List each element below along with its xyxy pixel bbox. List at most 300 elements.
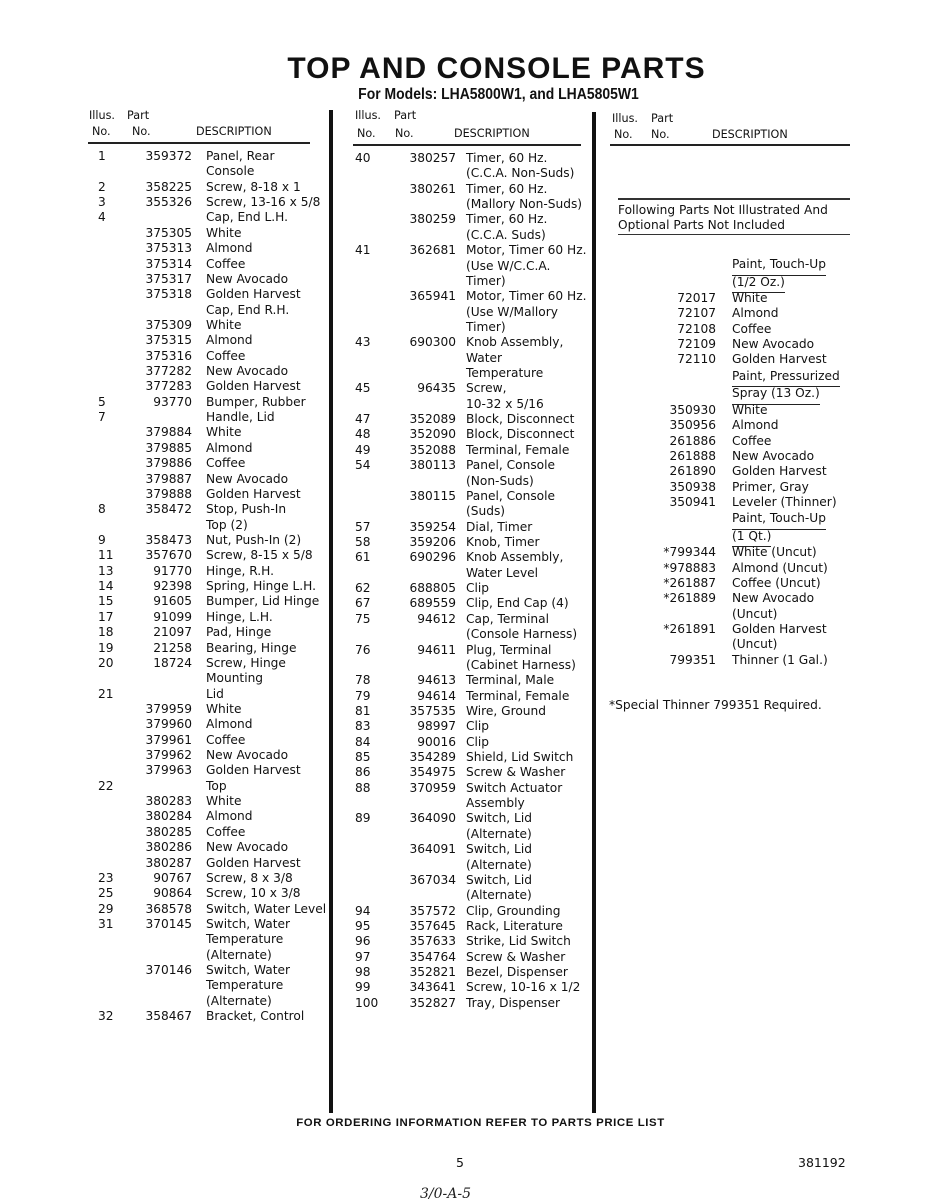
part-description: New Avocado	[206, 364, 289, 379]
part-number: 380113	[409, 458, 456, 473]
part-number: 380257	[409, 151, 456, 165]
part-description: (Alternate)	[206, 947, 272, 962]
part-description: Panel, Console	[466, 458, 556, 473]
part-description: Assembly	[466, 796, 525, 811]
illus-number: 83	[355, 719, 371, 734]
part-description: Console	[206, 164, 255, 179]
part-description: Mounting	[206, 671, 264, 686]
part-number: 357645	[409, 918, 456, 933]
part-number: 90864	[153, 886, 192, 901]
part-description: Screw, 8-18 x 1	[206, 179, 301, 194]
part-number: 350956	[669, 418, 716, 433]
part-number: 352088	[409, 442, 456, 457]
part-number: 379963	[145, 763, 192, 778]
illus-number: 13	[98, 563, 114, 578]
illus-number: 47	[355, 412, 371, 427]
part-number: 91770	[153, 563, 192, 578]
part-description: Screw,	[466, 381, 507, 396]
part-number: 72017	[677, 291, 716, 305]
part-description: Knob Assembly,	[466, 335, 564, 350]
part-description: Pad, Hinge	[206, 625, 272, 640]
column-header	[355, 108, 595, 141]
part-description: Switch, Lid	[466, 872, 532, 887]
header-rule	[353, 144, 581, 146]
header-illus: Illus.	[355, 109, 381, 122]
part-number: 359206	[409, 534, 456, 549]
part-description: Almond (Uncut)	[732, 560, 828, 575]
column-header	[614, 108, 854, 141]
illus-number: 97	[355, 949, 371, 964]
illus-number: 100	[355, 995, 379, 1010]
page-title: TOP AND CONSOLE PARTS	[287, 52, 706, 85]
note-heading-line-1: Following Parts Not Illustrated And	[618, 203, 828, 217]
part-number: 380115	[409, 488, 456, 503]
part-number: 370146	[145, 963, 192, 978]
part-description: Almond	[732, 306, 779, 321]
part-description: Switch, Water	[206, 963, 291, 978]
illus-number: 32	[98, 1009, 114, 1024]
parts-column-3	[614, 108, 854, 141]
note-top-rule	[618, 198, 850, 200]
part-description: Stop, Push-In	[206, 502, 287, 517]
part-number: 688805	[409, 581, 456, 596]
part-description: Timer, 60 Hz.	[466, 151, 548, 165]
illus-number: 99	[355, 980, 371, 995]
illus-number: 78	[355, 673, 371, 688]
part-number: 370145	[145, 916, 192, 931]
part-number: 343641	[409, 980, 456, 995]
column-divider-2	[592, 112, 596, 1113]
part-number: 364091	[409, 842, 456, 857]
column-divider-1	[329, 110, 333, 1113]
part-description: New Avocado	[732, 591, 815, 606]
page-number: 5	[456, 1155, 464, 1170]
part-number: 90767	[153, 870, 192, 885]
part-description: Coffee	[206, 824, 246, 839]
part-description: Golden Harvest	[206, 379, 301, 394]
part-description: Block, Disconnect	[466, 412, 575, 427]
illus-number: 1	[98, 149, 106, 163]
part-description: Screw, 8-15 x 5/8	[206, 548, 313, 563]
part-number: 375313	[145, 241, 192, 256]
part-description: Bumper, Rubber	[206, 394, 306, 409]
part-number: 377282	[145, 364, 192, 379]
illus-number: 84	[355, 734, 371, 749]
part-description: (Use W/Mallory	[466, 304, 558, 319]
part-number: 18724	[153, 655, 192, 670]
part-description: (Alternate)	[466, 888, 532, 903]
part-description: Coffee	[206, 256, 246, 271]
illus-number: 45	[355, 381, 371, 396]
illus-number: 15	[98, 594, 114, 609]
part-number: 358473	[145, 532, 192, 547]
ordering-information-note: FOR ORDERING INFORMATION REFER TO PARTS PRICE LIST	[296, 1117, 665, 1129]
illus-number: 9	[98, 532, 106, 547]
part-number: 380287	[145, 855, 192, 870]
header-part: Part	[394, 109, 417, 122]
part-number: 380259	[409, 212, 456, 227]
part-description: Primer, Gray	[732, 479, 809, 494]
part-description: Top	[206, 778, 227, 793]
header-rule	[610, 144, 850, 146]
part-number: 93770	[153, 394, 192, 409]
part-number: 355326	[145, 195, 192, 210]
header-illus-no: No.	[357, 127, 376, 140]
part-description: New Avocado	[206, 840, 289, 855]
part-description: Golden Harvest	[206, 763, 301, 778]
part-number: 379886	[145, 456, 192, 471]
part-number: 358225	[145, 179, 192, 194]
part-description: Screw & Washer	[466, 949, 566, 964]
part-description: Dial, Timer	[466, 519, 533, 534]
illus-number: 49	[355, 442, 371, 457]
part-number: 375309	[145, 317, 192, 332]
section-heading: (1/2 Oz.)	[732, 274, 785, 294]
illus-number: 54	[355, 458, 371, 473]
part-description: White	[206, 701, 242, 716]
section-heading: Paint, Touch-Up	[732, 510, 826, 530]
part-description: Screw, 10-16 x 1/2	[466, 980, 581, 995]
part-number: 689559	[409, 596, 456, 611]
part-number: 380285	[145, 824, 192, 839]
illus-number: 22	[98, 778, 114, 793]
part-description: (Alternate)	[466, 857, 532, 872]
part-number: 380261	[409, 181, 456, 196]
part-number: 94612	[417, 611, 456, 626]
part-description: Nut, Push-In (2)	[206, 532, 302, 547]
part-number: 354975	[409, 765, 456, 780]
part-number: 379885	[145, 440, 192, 455]
part-description: Coffee	[206, 732, 246, 747]
note-heading-line-2: Optional Parts Not Included	[618, 218, 850, 234]
illus-number: 48	[355, 427, 371, 442]
header-illus: Illus.	[612, 112, 638, 125]
part-description: Almond	[732, 418, 779, 433]
part-description: (Uncut)	[732, 606, 778, 621]
part-description: (Suds)	[466, 504, 506, 519]
illus-number: 62	[355, 581, 371, 596]
illus-number: 43	[355, 335, 371, 350]
illus-number: 76	[355, 642, 371, 657]
part-description: Timer)	[466, 273, 506, 288]
header-part-no: No.	[132, 125, 151, 138]
part-description: (Uncut)	[732, 637, 778, 652]
illus-number: 25	[98, 886, 114, 901]
part-number: 72108	[677, 321, 716, 336]
part-description: New Avocado	[206, 471, 289, 486]
part-description: Almond	[206, 333, 253, 348]
part-number: 352821	[409, 965, 456, 980]
part-number: 379959	[145, 701, 192, 716]
part-number: 350941	[669, 494, 716, 509]
part-number: 362681	[409, 243, 456, 258]
section-heading: (1 Qt.)	[732, 528, 771, 548]
part-description: Bumper, Lid Hinge	[206, 594, 320, 609]
illus-number: 57	[355, 519, 371, 534]
part-number: 379960	[145, 717, 192, 732]
part-description: Water Level	[466, 565, 539, 580]
part-description: Cap, End R.H.	[206, 302, 290, 317]
part-number: 359372	[145, 149, 192, 163]
part-description: Coffee	[732, 321, 772, 336]
illus-number: 4	[98, 210, 106, 225]
illus-number: 41	[355, 243, 371, 258]
part-number: 350930	[669, 402, 716, 417]
illus-number: 81	[355, 703, 371, 718]
part-description: New Avocado	[732, 448, 815, 463]
part-description: Thinner (1 Gal.)	[732, 652, 828, 667]
part-description: Temperature	[466, 366, 544, 381]
illus-number: 21	[98, 686, 114, 701]
part-description: Clip, End Cap (4)	[466, 596, 569, 611]
part-description: Clip	[466, 581, 490, 596]
part-description: (Mallory Non-Suds)	[466, 197, 583, 212]
part-number: 358472	[145, 502, 192, 517]
part-number: 375314	[145, 256, 192, 271]
handwritten-mark: 3/0-A-5	[420, 1186, 472, 1202]
part-number: 261886	[669, 433, 716, 448]
part-description: Almond	[206, 241, 253, 256]
part-description: Hinge, L.H.	[206, 609, 273, 624]
illus-number: 17	[98, 609, 114, 624]
illus-number: 2	[98, 179, 106, 194]
part-number: 365941	[409, 289, 456, 304]
part-description: Almond	[206, 809, 253, 824]
part-description: Golden Harvest	[206, 855, 301, 870]
part-number: 357572	[409, 903, 456, 918]
part-description: 10-32 x 5/16	[466, 396, 544, 411]
part-description: Coffee	[206, 348, 246, 363]
header-illus-no: No.	[614, 128, 633, 141]
part-description: White	[732, 402, 768, 417]
part-number: 375305	[145, 225, 192, 240]
part-number: 690296	[409, 550, 456, 565]
part-description: White	[206, 317, 242, 332]
header-part-no: No.	[395, 127, 414, 140]
part-description: Golden Harvest	[732, 464, 827, 479]
illus-number: 58	[355, 534, 371, 549]
illus-number: 89	[355, 811, 371, 826]
section-heading: Paint, Pressurized	[732, 368, 840, 388]
part-description: Screw & Washer	[466, 765, 566, 780]
part-description: Rack, Literature	[466, 918, 563, 933]
part-description: Switch, Lid	[466, 842, 532, 857]
parts-column-1	[89, 108, 330, 1024]
part-number: 380284	[145, 809, 192, 824]
part-description: (Alternate)	[466, 826, 532, 841]
illus-number: 94	[355, 903, 371, 918]
part-description: New Avocado	[732, 337, 815, 352]
part-description: (Use W/C.C.A.	[466, 258, 551, 273]
part-number: 357633	[409, 934, 456, 949]
part-description: Strike, Lid Switch	[466, 934, 571, 949]
part-description: Knob Assembly,	[466, 550, 564, 565]
illus-number: 79	[355, 688, 371, 703]
section-heading: Spray (13 Oz.)	[732, 385, 820, 405]
illus-number: 61	[355, 550, 371, 565]
part-number: 72109	[677, 337, 716, 352]
part-description: Tray, Dispenser	[466, 995, 561, 1010]
part-description: Almond	[206, 440, 253, 455]
illus-number: 11	[98, 548, 114, 563]
illus-number: 86	[355, 765, 371, 780]
part-number: 375315	[145, 333, 192, 348]
illus-number: 5	[98, 394, 106, 409]
part-number: 358467	[145, 1009, 192, 1024]
part-description: Temperature	[206, 978, 284, 993]
part-number: *261887	[663, 576, 716, 591]
part-description: White (Uncut)	[732, 545, 817, 560]
part-description: (Console Harness)	[466, 627, 578, 642]
part-description: Shield, Lid Switch	[466, 750, 574, 765]
part-number: 359254	[409, 519, 456, 534]
part-description: Knob, Timer	[466, 534, 540, 549]
part-number: 96435	[417, 381, 456, 396]
part-description: Screw, 8 x 3/8	[206, 870, 293, 885]
part-description: Almond	[206, 717, 253, 732]
illus-number: 40	[355, 151, 371, 165]
models-subtitle: For Models: LHA5800W1, and LHA5805W1	[358, 86, 639, 103]
part-number: 368578	[145, 901, 192, 916]
part-number: 375317	[145, 271, 192, 286]
header-rule	[88, 142, 310, 144]
part-description: Motor, Timer 60 Hz.	[466, 243, 587, 258]
illus-number: 75	[355, 611, 371, 626]
part-number: *261889	[663, 591, 716, 606]
part-number: 364090	[409, 811, 456, 826]
part-number: 91099	[153, 609, 192, 624]
illus-number: 3	[98, 195, 106, 210]
part-number: 379887	[145, 471, 192, 486]
illus-number: 88	[355, 780, 371, 795]
header-description: DESCRIPTION	[712, 128, 788, 141]
header-part: Part	[651, 112, 674, 125]
part-description: Switch, Water	[206, 916, 291, 931]
part-description: Golden Harvest	[206, 287, 301, 302]
part-description: Switch, Water Level	[206, 901, 327, 916]
illus-number: 14	[98, 579, 114, 594]
part-description: Top (2)	[206, 517, 248, 532]
part-description: Wire, Ground	[466, 703, 546, 718]
part-number: *799344	[663, 545, 716, 560]
part-description: Lid	[206, 686, 224, 701]
part-number: 94614	[417, 688, 456, 703]
part-description: Panel, Rear	[206, 149, 275, 163]
part-number: 352827	[409, 995, 456, 1010]
header-part: Part	[127, 109, 150, 122]
illus-number: 31	[98, 916, 114, 931]
part-number: 370959	[409, 780, 456, 795]
header-description: DESCRIPTION	[196, 125, 272, 138]
part-description: (Cabinet Harness)	[466, 657, 576, 672]
illus-number: 23	[98, 870, 114, 885]
illus-number: 98	[355, 965, 371, 980]
part-description: Timer, 60 Hz.	[466, 181, 548, 196]
part-description: Terminal, Female	[466, 442, 570, 457]
part-description: (Non-Suds)	[466, 473, 534, 488]
part-number: 379961	[145, 732, 192, 747]
document-number: 381192	[798, 1155, 846, 1170]
part-description: Clip, Grounding	[466, 903, 561, 918]
part-number: 352090	[409, 427, 456, 442]
special-thinner-footnote: *Special Thinner 799351 Required.	[609, 698, 822, 712]
part-description: Cap, End L.H.	[206, 210, 288, 225]
part-number: 367034	[409, 872, 456, 887]
part-description: Clip	[466, 734, 490, 749]
illus-number: 8	[98, 502, 106, 517]
part-number: 352089	[409, 412, 456, 427]
part-number: 354764	[409, 949, 456, 964]
illus-number: 20	[98, 655, 114, 670]
header-description: DESCRIPTION	[454, 127, 530, 140]
illus-number: 96	[355, 934, 371, 949]
part-number: 98997	[417, 719, 456, 734]
part-number: 379888	[145, 486, 192, 501]
part-number: 21258	[153, 640, 192, 655]
part-number: 357670	[145, 548, 192, 563]
part-description: Golden Harvest	[732, 622, 827, 637]
part-number: 90016	[417, 734, 456, 749]
part-description: White	[206, 425, 242, 440]
part-number: 799351	[669, 652, 716, 667]
part-number: 357535	[409, 703, 456, 718]
part-description: New Avocado	[206, 748, 289, 763]
header-illus: Illus.	[89, 109, 115, 122]
part-description: Screw, 10 x 3/8	[206, 886, 301, 901]
part-number: 379962	[145, 748, 192, 763]
part-description: (C.C.A. Non-Suds)	[466, 166, 575, 181]
part-description: Terminal, Female	[466, 688, 570, 703]
part-description: Panel, Console	[466, 488, 556, 503]
part-description: Cap, Terminal	[466, 611, 549, 626]
part-number: 72107	[677, 306, 716, 321]
part-number: 21097	[153, 625, 192, 640]
illus-number: 7	[98, 410, 106, 425]
column-header	[90, 108, 330, 141]
part-description: White	[732, 291, 768, 305]
header-illus-no: No.	[92, 125, 111, 138]
part-description: Bracket, Control	[206, 1009, 305, 1024]
part-number: 377283	[145, 379, 192, 394]
illus-number: 85	[355, 750, 371, 765]
part-number: 380286	[145, 840, 192, 855]
part-number: 690300	[409, 335, 456, 350]
part-description: Terminal, Male	[466, 673, 555, 688]
part-description: Screw, 13-16 x 5/8	[206, 195, 321, 210]
part-description: Screw, Hinge	[206, 655, 286, 670]
part-number: 354289	[409, 750, 456, 765]
illus-number: 95	[355, 918, 371, 933]
part-description: Temperature	[206, 932, 284, 947]
section-heading: Paint, Touch-Up	[732, 256, 826, 276]
part-number: 94611	[417, 642, 456, 657]
part-number: 380283	[145, 794, 192, 809]
part-description: Timer)	[466, 319, 506, 334]
part-description: Bezel, Dispenser	[466, 965, 568, 980]
part-number: 91605	[153, 594, 192, 609]
illus-number: 67	[355, 596, 371, 611]
part-description: Golden Harvest	[206, 486, 301, 501]
part-description: Coffee	[732, 433, 772, 448]
part-number: 92398	[153, 579, 192, 594]
part-description: Water	[466, 350, 503, 365]
part-number: 375316	[145, 348, 192, 363]
part-description: White	[206, 794, 242, 809]
part-description: Timer, 60 Hz.	[466, 212, 548, 227]
part-description: Hinge, R.H.	[206, 563, 274, 578]
part-description: Coffee (Uncut)	[732, 576, 821, 591]
part-description: Coffee	[206, 456, 246, 471]
